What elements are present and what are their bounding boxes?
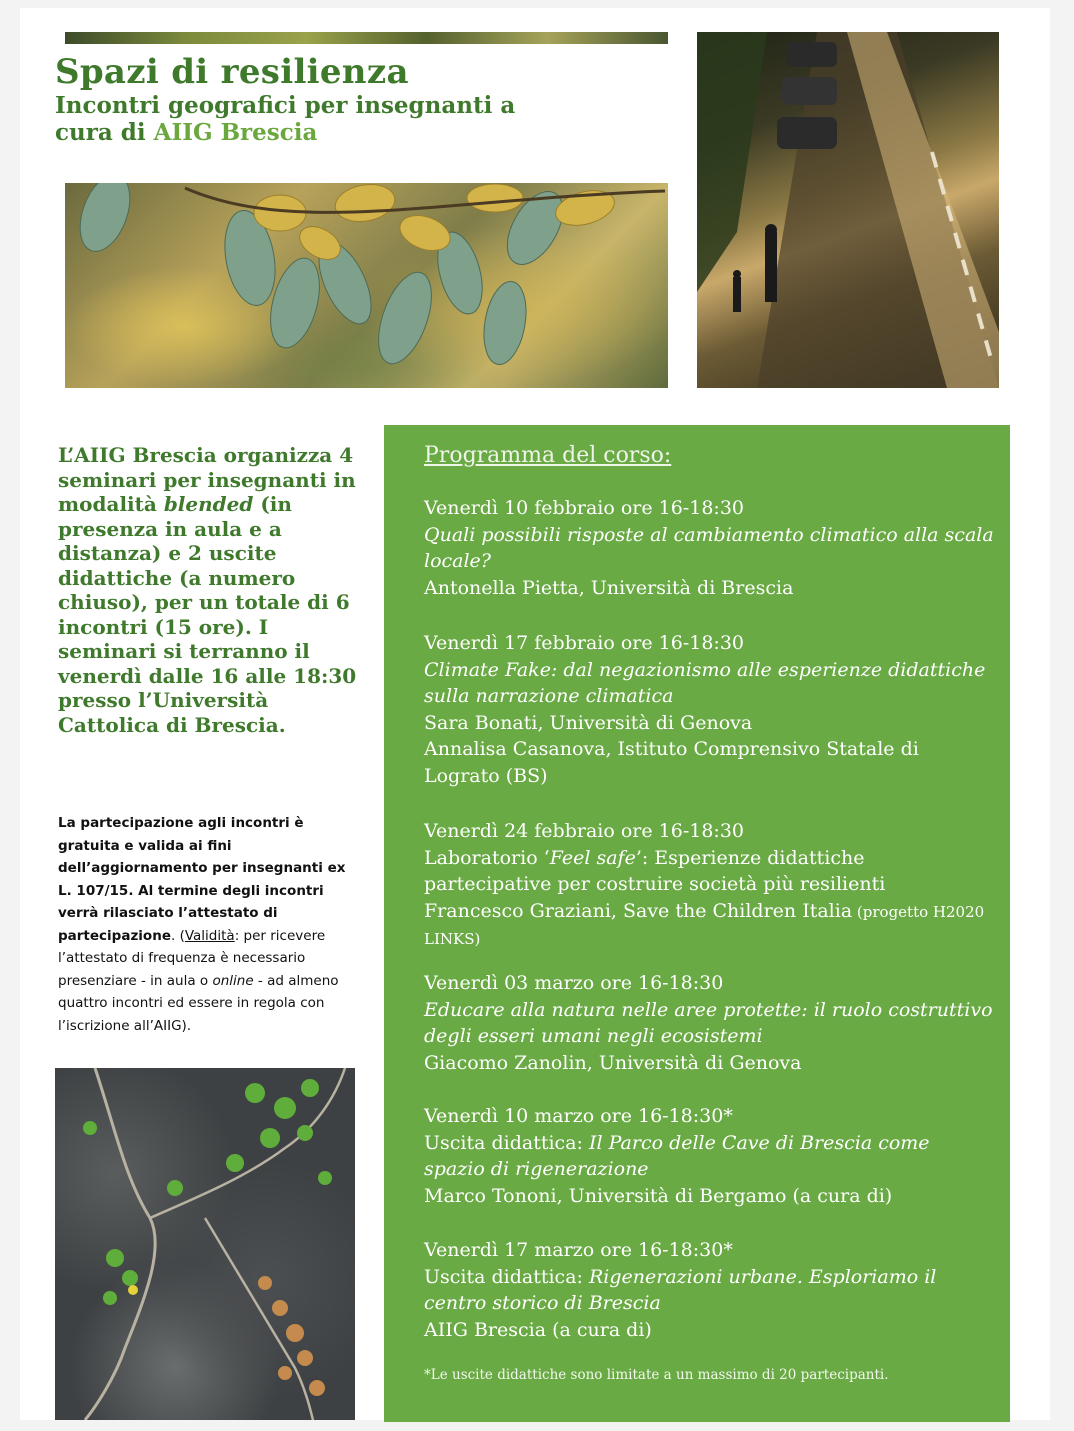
program-box <box>384 425 1010 1422</box>
note-text-2: : per ricevere l’attestato di frequenza è necessario presenziare - in aula o <box>58 927 326 989</box>
intro-emphasis: blended <box>163 492 254 516</box>
program-footnote: *Le uscite didattiche sono limitate a un massimo di 20 partecipanti. <box>424 1367 889 1383</box>
event-item <box>424 818 994 953</box>
event-item <box>424 970 994 1076</box>
sunlit-street-photo <box>697 32 999 388</box>
note-text-3: - ad almeno quattro incontri ed essere in regola con l’iscrizione all’AIIG). <box>58 972 339 1034</box>
event-topic <box>424 1130 994 1183</box>
ivy-illustration <box>55 1068 355 1420</box>
program-heading: Programma del corso: <box>424 443 672 468</box>
flyer-title: Spazi di resilienza <box>55 52 409 92</box>
event-speaker: Giacomo Zanolin, Università di Genova <box>424 1051 802 1074</box>
event-item <box>424 1237 994 1343</box>
participation-note <box>58 812 363 1037</box>
event-item <box>424 1103 994 1209</box>
event-speaker-note: (progetto H2020 LINKS) <box>424 902 985 948</box>
event-date: Venerdì 17 marzo ore 16-18:30* <box>424 1239 733 1261</box>
event-topic-rest: ’: Esperienze didattiche partecipative per costruire società più resilienti <box>424 846 886 895</box>
event-speaker: Annalisa Casanova, Istituto Comprensivo Statale di Lograto (BS) <box>424 738 919 787</box>
event-date: Venerdì 17 febbraio ore 16-18:30 <box>424 632 745 654</box>
event-date: Venerdì 10 febbraio ore 16-18:30 <box>424 497 745 519</box>
intro-text-1: L’AIIG Brescia organizza 4 seminari per insegnanti in modalità <box>58 443 356 516</box>
street-illustration <box>697 32 999 388</box>
event-topic-prefix: Laboratorio ‘ <box>424 846 550 869</box>
leaves-illustration <box>65 183 668 388</box>
brand-name: AIIG Brescia <box>153 119 318 146</box>
flyer-subtitle-line2 <box>55 119 675 146</box>
event-speaker: AIIG Brescia (a cura di) <box>424 1318 652 1341</box>
note-online: online <box>212 972 254 989</box>
event-topic: Educare alla natura nelle aree protette: il ruolo costruttivo degli esseri umani negli ecosistemi <box>424 998 993 1047</box>
validity-label: Validità <box>184 927 235 944</box>
event-speaker: Antonella Pietta, Università di Brescia <box>424 576 794 599</box>
event-topic-prefix: Uscita didattica: <box>424 1131 589 1154</box>
intro-paragraph <box>58 443 363 737</box>
event-speaker <box>424 898 994 953</box>
event-topic: Climate Fake: dal negazionismo alle esperienze didattiche sulla narrazione climatica <box>424 658 986 707</box>
flyer-subtitle-line1: Incontri geografici per insegnanti a <box>55 92 516 119</box>
event-topic: Quali possibili risposte al cambiamento climatico alla scala locale? <box>424 523 994 572</box>
flyer-title-block <box>55 52 675 146</box>
event-item <box>424 630 994 789</box>
event-speaker: Marco Tononi, Università di Bergamo (a cura di) <box>424 1184 893 1207</box>
event-topic <box>424 1264 994 1317</box>
note-separator: . ( <box>170 927 185 944</box>
event-item <box>424 495 994 601</box>
note-bold-text: La partecipazione agli incontri è gratuita e valida ai fini dell’aggiornamento per insegnanti ex L. 107/15. Al termine degli incontri verrà rilasciato l’attestato di partecipazione <box>58 815 346 944</box>
event-date: Venerdì 10 marzo ore 16-18:30* <box>424 1105 733 1127</box>
event-speaker: Sara Bonati, Università di Genova <box>424 711 753 734</box>
autumn-leaves-photo <box>65 183 668 388</box>
event-topic-emphasis: Il Parco delle Cave di Brescia come spazio di rigenerazione <box>424 1131 930 1180</box>
event-date: Venerdì 24 febbraio ore 16-18:30 <box>424 820 745 842</box>
subtitle-prefix: cura di <box>55 119 154 146</box>
event-speaker-main: Francesco Graziani, Save the Children Italia <box>424 899 853 922</box>
event-topic <box>424 845 994 898</box>
event-topic-prefix: Uscita didattica: <box>424 1265 589 1288</box>
header-banner-strip <box>65 32 668 44</box>
event-date: Venerdì 03 marzo ore 16-18:30 <box>424 972 724 994</box>
ivy-on-stone-wall-photo <box>55 1068 355 1420</box>
intro-text-2: (in presenza in aula e a distanza) e 2 uscite didattiche (a numero chiuso), per un totale di 6 incontri (15 ore). I seminari si terranno il venerdì dalle 16 alle 18:30 presso l’Università Cattolica di Brescia. <box>58 492 357 737</box>
event-topic-emphasis: Feel safe <box>549 846 636 869</box>
event-topic-emphasis: Rigenerazioni urbane. Esploriamo il centro storico di Brescia <box>424 1265 937 1314</box>
